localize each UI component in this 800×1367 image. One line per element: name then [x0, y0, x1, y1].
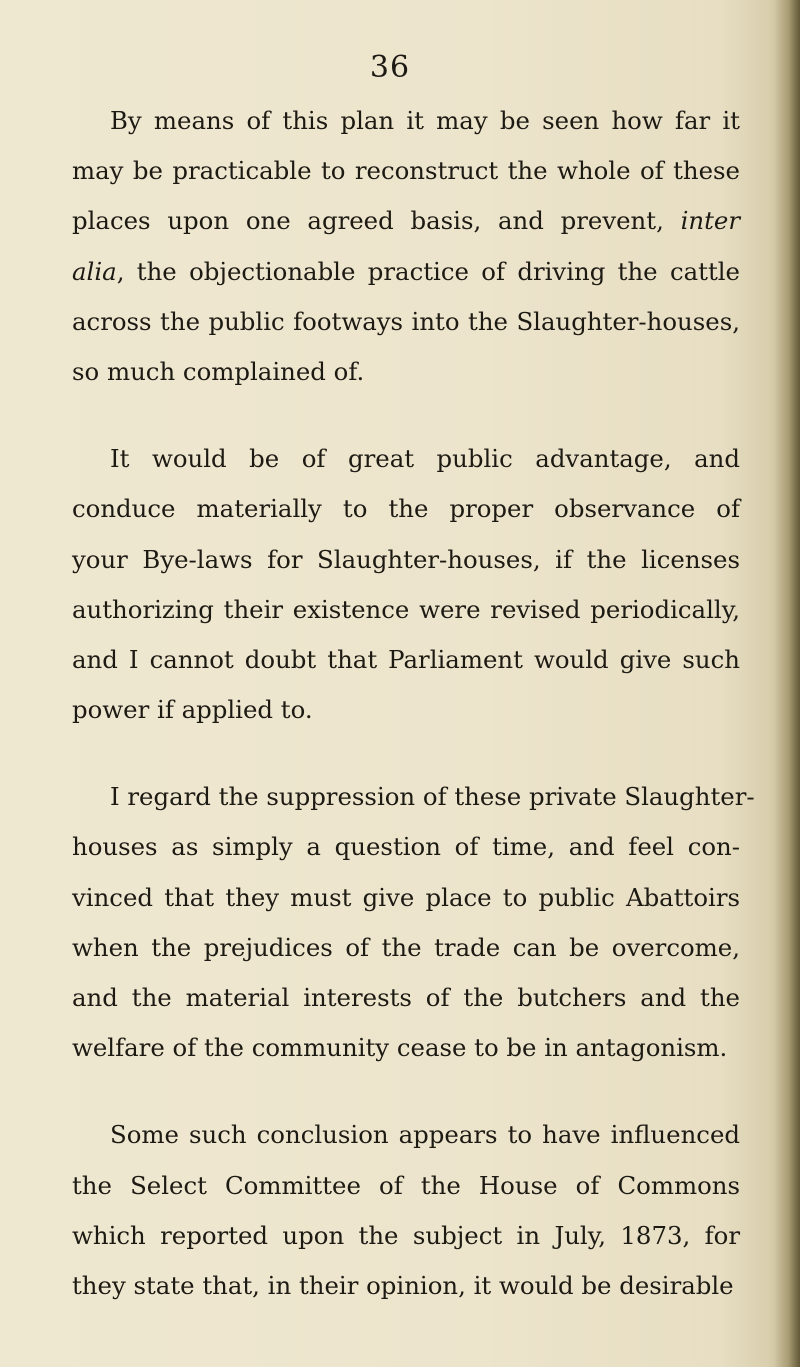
text-line: conduce materially to the proper observance of	[72, 494, 740, 524]
text-line: and I cannot doubt that Parliament would give such	[72, 644, 740, 674]
text-line	[72, 196, 740, 246]
text-line: the Select Committee of the House of Commons	[72, 1170, 740, 1200]
text-line: authorizing their existence were revised periodically,	[72, 594, 740, 624]
text-line: and the material interests of the butchers and the	[72, 983, 740, 1012]
text-line-part: places upon one agreed basis, and prevent,	[72, 206, 681, 236]
italic-phrase: alia	[72, 256, 117, 286]
page-number: 36	[369, 50, 411, 85]
text-line: they state that, in their opinion, it would be desirable	[72, 1270, 734, 1300]
body-text	[72, 96, 755, 1348]
text-line: houses as simply a question of time, and feel con-	[72, 832, 740, 862]
text-line-part: , the objectionable practice of driving the cattle	[116, 256, 740, 286]
paragraph-4	[72, 1110, 740, 1311]
text-line: I regard the suppression of these private Slaughter-	[110, 782, 755, 812]
text-line: By means of this plan it may be seen how far it	[110, 106, 740, 135]
page-edge-shadow	[774, 0, 800, 1367]
text-line: power if applied to.	[72, 695, 313, 725]
text-line: vinced that they must give place to public Abattoirs	[72, 882, 740, 912]
italic-phrase: inter	[680, 206, 740, 236]
text-line: may be practicable to reconstruct the whole of these	[72, 156, 740, 186]
text-line: so much complained of.	[72, 356, 365, 386]
text-line: across the public footways into the Slaughter-houses,	[72, 306, 740, 336]
text-line: welfare of the community cease to be in antagonism.	[72, 1033, 728, 1063]
paragraph-2	[72, 434, 740, 735]
paragraph-1	[72, 96, 740, 397]
text-line: Some such conclusion appears to have influenced	[110, 1120, 740, 1150]
text-line: your Bye-laws for Slaughter-houses, if the licenses	[72, 544, 740, 574]
paragraph-3	[72, 772, 755, 1073]
text-line: which reported upon the subject in July, 1873, for	[72, 1220, 740, 1250]
text-line	[72, 247, 740, 297]
text-line: when the prejudices of the trade can be overcome,	[72, 932, 740, 962]
text-line: It would be of great public advantage, and	[110, 444, 740, 474]
